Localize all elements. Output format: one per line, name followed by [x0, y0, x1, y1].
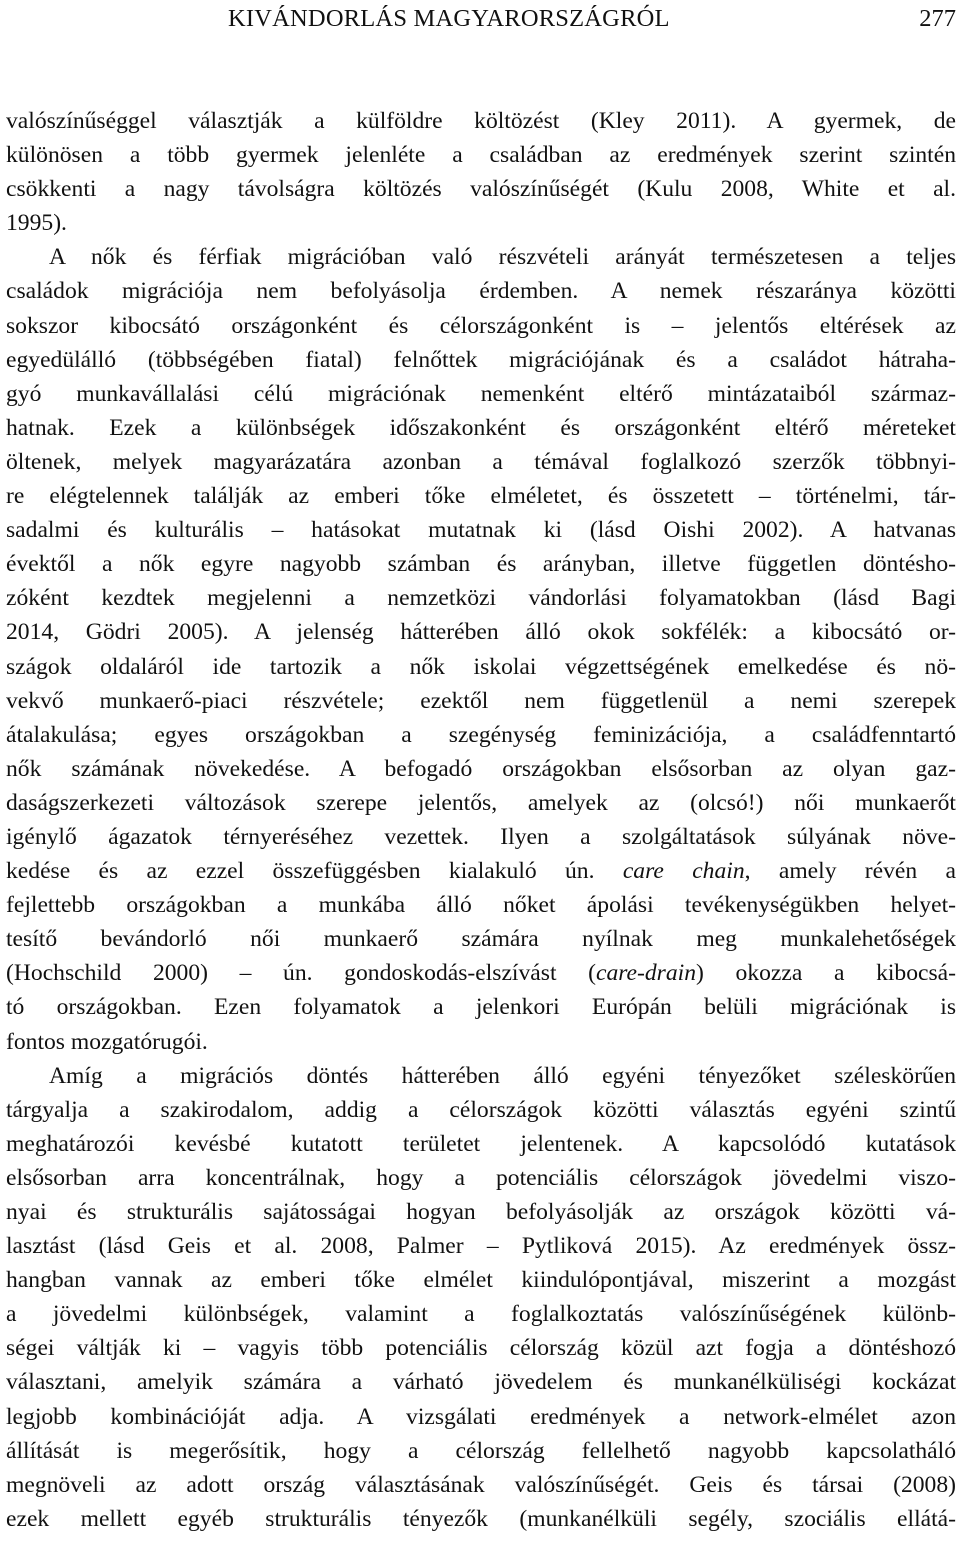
text-line: 1995).: [6, 210, 67, 237]
text-line: tesítő bevándorló női munkaerő számára nyílnak meg munkalehetőségek: [6, 926, 956, 953]
text-line: [6, 854, 956, 888]
text-line: hangban vannak az emberi tőke elmélet kiindulópontjával, miszerint a mozgást: [6, 1267, 956, 1294]
italic-term: care-drain: [595, 960, 697, 987]
text-segment: (Hochschild 2000) – ún. gondoskodás-elszívást (: [6, 960, 596, 987]
text-line: nyai és strukturális sajátosságai hogyan befolyásolják az országok közötti vá-: [6, 1199, 956, 1225]
text-line: legjobb kombinációját adja. A vizsgálati eredmények a network-elmélet azon: [6, 1403, 956, 1430]
italic-term: care chain: [622, 858, 745, 885]
document-page: [6, 0, 956, 1544]
text-line: a jövedelmi különbségek, valamint a foglalkoztatás valószínűségének különb-: [6, 1301, 956, 1328]
text-line: re elégtelennek találják az emberi tőke elméletet, és összetett – történelmi, tár-: [6, 483, 956, 510]
text-line: fontos mozgatórugói.: [6, 1028, 208, 1055]
text-line: A nők és férfiak migrációban való részvételi arányát természetesen a teljes: [49, 244, 956, 271]
text-line: évektől a nők egyre nagyobb számban és arányban, illetve független döntésho-: [6, 551, 956, 578]
text-line: sokszor kibocsátó országonként és célországonként is – jelentős eltérések az: [6, 312, 956, 339]
text-line: sadalmi és kulturális – hatásokat mutatnak ki (lásd Oishi 2002). A hatvanas: [6, 517, 956, 544]
text-line: szágok oldaláról ide tartozik a nők iskolai végzettségének emelkedése és nö-: [6, 653, 956, 680]
text-line: tó országokban. Ezen folyamatok a jelenkori Európán belüli migrációnak is: [6, 994, 956, 1021]
text-line: gyó munkavállalási célú migrációnak nemenként eltérő mintázataiból származ-: [6, 380, 956, 407]
text-line: különösen a több gyermek jelenléte a családban az eredmények szerint szintén: [6, 142, 956, 169]
text-line: ezek mellett egyéb strukturális tényezők (munkanélküli segély, szociális ellátá-: [6, 1505, 956, 1532]
text-line: nők számának növekedése. A befogadó országokban elsősorban az olyan gaz-: [6, 755, 956, 782]
text-line: ségei váltják ki – vagyis több potenciális célország közül azt fogja a döntéshozó: [6, 1335, 956, 1362]
text-line: [6, 956, 956, 990]
text-line: megnöveli az adott ország választásának valószínűségét. Geis és társai (2008): [6, 1471, 956, 1498]
text-line: állítását is megerősítik, hogy a célország fellelhető nagyobb kapcsolatháló: [6, 1437, 956, 1464]
text-segment: , amely révén a: [744, 858, 956, 885]
text-line: meghatározói kevésbé kutatott területet jelentenek. A kapcsolódó kutatások: [6, 1130, 956, 1157]
text-line: zóként kezdtek megjelenni a nemzetközi vándorlási folyamatokban (lásd Bagi: [6, 585, 956, 612]
text-line: daságszerkezeti változások szerepe jelentős, amelyek az (olcsó!) női munkaerőt: [6, 789, 956, 816]
text-line: valószínűséggel választják a külföldre költözést (Kley 2011). A gyermek, de: [6, 108, 956, 134]
text-line: vekvő munkaerő-piaci részvétele; ezektől nem függetlenül a nemi szerepek: [6, 687, 956, 714]
text-line: hatnak. Ezek a különbségek időszakonként és országonként eltérő méreteket: [6, 414, 956, 441]
body-text: [6, 104, 956, 1536]
text-line: öltenek, melyek magyarázatára azonban a témával foglalkozó szerzők többnyi-: [6, 448, 956, 475]
text-line: átalakulása; egyes országokban a szegénység feminizációja, a családfenntartó: [6, 721, 956, 748]
page-number: 277: [919, 5, 956, 32]
text-line: családok migrációja nem befolyásolja érdemben. A nemek részaránya közötti: [6, 278, 956, 305]
text-line: igénylő ágazatok térnyeréséhez vezettek. Ilyen a szolgáltatások súlyának növe-: [6, 823, 956, 850]
text-line: elsősorban arra koncentrálnak, hogy a potenciális célországok jövedelmi viszo-: [6, 1164, 956, 1191]
running-title: KIVÁNDORLÁS MAGYARORSZÁGRÓL: [228, 5, 670, 32]
text-line: választani, amelyik számára a várható jövedelem és munkanélküliségi kockázat: [6, 1369, 956, 1396]
text-line: csökkenti a nagy távolságra költözés valószínűségét (Kulu 2008, White et al.: [6, 176, 956, 203]
text-line: 2014, Gödri 2005). A jelenség hátterében álló okok sokfélék: a kibocsátó or-: [6, 619, 956, 646]
text-line: fejlettebb országokban a munkába álló nőket ápolási tevékenységükben helyet-: [6, 892, 956, 919]
text-segment: kedése és az ezzel összefüggésben kialakuló ún.: [6, 858, 623, 885]
text-line: Amíg a migrációs döntés hátterében álló egyéni tényezőket széleskörűen: [49, 1062, 956, 1089]
running-header: [6, 4, 956, 34]
text-line: tárgyalja a szakirodalom, addig a célországok közötti választás egyéni szintű: [6, 1096, 956, 1123]
text-line: lasztást (lásd Geis et al. 2008, Palmer – Pytliková 2015). Az eredmények össz-: [6, 1233, 956, 1260]
text-segment: ) okozza a kibocsá-: [696, 960, 956, 987]
text-line: egyedülálló (többségében fiatal) felnőttek migrációjának és a családot hátraha-: [6, 346, 956, 373]
